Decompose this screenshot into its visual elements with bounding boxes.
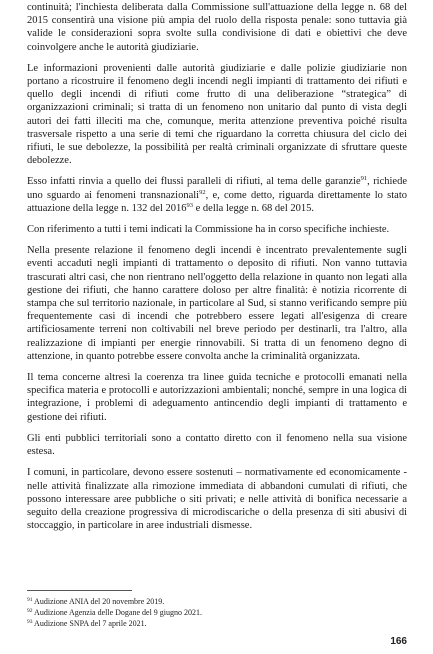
page-number: 166: [390, 636, 407, 647]
footnote-reference: 93: [186, 201, 193, 209]
paragraph: [27, 1, 407, 54]
paragraph: [27, 62, 407, 168]
paragraph: [27, 244, 407, 363]
body-text: [27, 1, 407, 532]
paragraph-text: continuità; l'inchiesta deliberata dalla Commissione sull'attuazione della legge n. 68 del 2015 consentirà una visione più ampia del ruolo della risposta penale: sono tuttavia già valide le considerazioni sopra svolte sulla condivisione di dati e obiettivi che deve coinvolgere anche le autorità giudiziarie.: [27, 2, 407, 53]
footnote-number: 93: [27, 619, 33, 625]
paragraph-text: Con riferimento a tutti i temi indicati la Commissione ha in corso specifiche inchieste.: [27, 224, 390, 236]
footnote: [27, 618, 327, 629]
footnote-number: 91: [27, 597, 33, 603]
paragraph-text: , richiede uno sguardo ai fenomeni transnazionali: [27, 176, 407, 201]
paragraph-text: Il tema concerne altresì la coerenza tra linee guida tecniche e protocolli emanati nella specifica materia e protocolli e autorizzazioni ambientali; nonché, sempre in una logica di integrazione, i problemi di adeguamento antincendio degli impianti di trattamento e gestione dei rifiuti.: [27, 372, 407, 423]
paragraph-text: Gli enti pubblici territoriali sono a contatto diretto con il fenomeno nella sua visione estesa.: [27, 432, 407, 458]
footnote-text: Audizione Agenzia delle Dogane del 9 giugno 2021.: [32, 608, 203, 617]
paragraph: [27, 223, 407, 236]
footnote-reference: 92: [199, 188, 206, 196]
footnote: [27, 596, 327, 607]
footnote-text: Audizione SNPA del 7 aprile 2021.: [32, 619, 147, 628]
footnote-separator: [27, 590, 132, 591]
paragraph-text: Esso infatti rinvia a quello dei flussi paralleli di rifiuti, al tema delle garanzie: [27, 176, 361, 188]
footnote-number: 92: [27, 608, 33, 614]
paragraph-text: Nella presente relazione il fenomeno degli incendi è incentrato prevalentemente sugli eventi accaduti negli impianti di trattamento o deposito di rifiuti. Non vanno tuttavia trascurati altri casi, che non rientrano nell'oggetto della relazione in quanto non legati alla gestione dei rifiuti, che hanno carattere doloso per altre finalità: è notizia ricorrente di stampa che sul territorio nazionale, in particolare al Sud, si stanno verificando sempre più frequentemente casi di incendi che potrebbero essere legati all'esigenza di creare artificiosamente terreni non coltivabili nel breve periodo per destinarli, tra l'altro, alla realizzazione di impianti per energie rinnovabili. Si tratta di un fenomeno degno di attenzione, in quanto potrebbe essere convolta anche la criminalità organizzata.: [27, 245, 407, 362]
paragraph: [27, 466, 407, 532]
paragraph: [27, 371, 407, 424]
paragraph-text: e della legge n. 68 del 2015.: [193, 202, 315, 214]
paragraph-text: I comuni, in particolare, devono essere sostenuti – normativamente ed economicamente - nelle attività finalizzate alla rimozione immediata di abbandoni cumulati di rifiuti, che possono interessare aree pubbliche o siti privati; e nelle attività di bonifica necessarie a seguito della creazione progressiva di microdiscariche o della presenza di siti abusivi di stoccaggio, in particolare in aree industriali dismesse.: [27, 467, 407, 532]
footnote-reference: 91: [360, 175, 368, 183]
paragraph: [27, 432, 407, 458]
paragraph-text: Le informazioni provenienti dalle autorità giudiziarie e dalle polizie giudiziarie non portano a ricostruire il fenomeno degli incendi negli impianti di trattamento dei rifiuti e quello degli incendi di rifiuti come frutto di una deliberazione “strategica” di organizzazioni criminali; si tratta di un fenomeno non unitario dal punto di vista degli autori dei fatti illeciti ma che, comunque, merita attenzione preventiva poiché risulta trasversale rispetto a una serie di temi che riguardano la corretta chiusura del ciclo dei rifiuti, le sue debolezze, la possibilità per realtà criminali organizzate di sfruttare queste debolezze.: [27, 62, 407, 167]
footnote: [27, 607, 327, 618]
footnotes: [27, 596, 327, 629]
footnote-text: Audizione ANIA del 20 novembre 2019.: [32, 597, 165, 606]
paragraph-text: , e, come detto, riguarda direttamente lo stato attuazione della legge n. 132 del 2016: [27, 189, 407, 214]
paragraph: [27, 175, 407, 215]
